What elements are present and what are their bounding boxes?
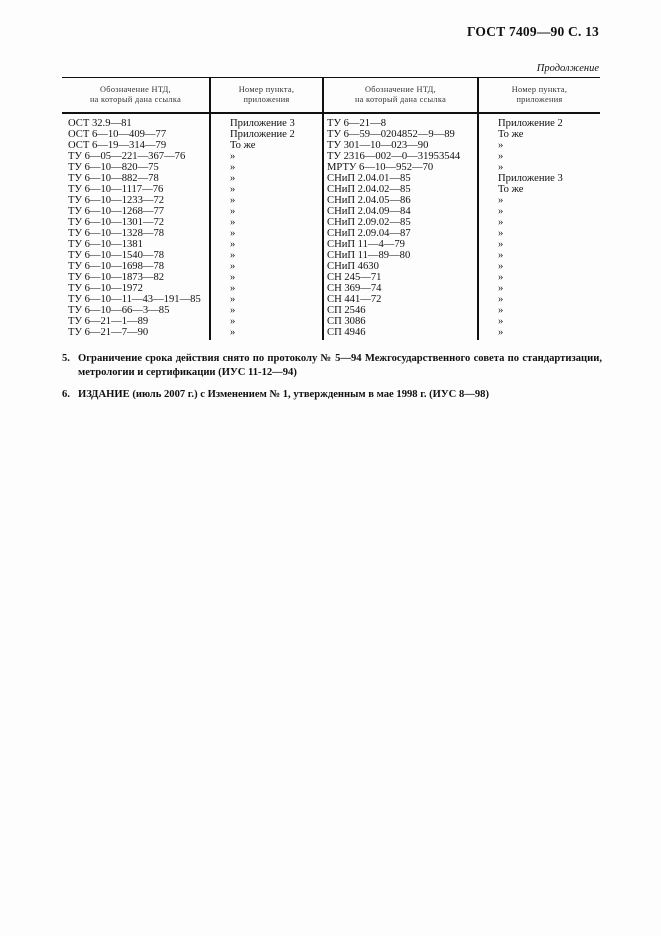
cell-ntd-right: СНиП 2.04.09—84	[323, 206, 478, 217]
cell-ntd-right: СН 441—72	[323, 294, 478, 305]
cell-ntd-left: ТУ 6—10—882—78	[68, 173, 159, 184]
cell-ntd-right: СНиП 11—89—80	[323, 250, 478, 261]
cell-clause-left: »	[210, 305, 323, 316]
cell-ntd-left: ТУ 6—10—11—43—191—85	[68, 294, 201, 305]
cell-clause-left: »	[210, 272, 323, 283]
cell-clause-left: »	[210, 173, 323, 184]
cell-clause-left: Приложение 2	[210, 129, 323, 140]
table-row	[62, 184, 600, 195]
cell-ntd-right: СНиП 11—4—79	[323, 239, 478, 250]
table-row	[62, 283, 600, 294]
table-row	[62, 316, 600, 327]
table-row	[62, 162, 600, 173]
table-row	[62, 113, 600, 129]
note-number: 6.	[62, 389, 70, 400]
cell-ntd-left: ТУ 6—10—1117—76	[68, 184, 164, 195]
column-header-ntd-left: Обозначение НТД, на который дана ссылка	[62, 78, 210, 114]
cell-ntd-right: ТУ 6—21—8	[323, 113, 478, 129]
table-row	[62, 239, 600, 250]
cell-ntd-right: СН 245—71	[323, 272, 478, 283]
note-5	[62, 352, 602, 380]
cell-clause-right: »	[478, 327, 600, 340]
continuation-label: Продолжение	[536, 63, 599, 74]
note-6	[62, 388, 602, 402]
cell-ntd-right: СНиП 2.04.02—85	[323, 184, 478, 195]
cell-clause-right: То же	[478, 129, 600, 140]
table-row	[62, 195, 600, 206]
cell-ntd-right: СНиП 2.09.04—87	[323, 228, 478, 239]
table-row	[62, 261, 600, 272]
cell-ntd-left: ТУ 6—10—1381	[68, 239, 143, 250]
cell-ntd-left: ТУ 6—10—1698—78	[68, 261, 165, 272]
cell-clause-left: »	[210, 228, 323, 239]
cell-clause-left: »	[210, 261, 323, 272]
cell-ntd-right: СНиП 2.04.01—85	[323, 173, 478, 184]
cell-clause-right: Приложение 2	[478, 113, 600, 129]
cell-clause-left: То же	[210, 140, 323, 151]
cell-clause-right: То же	[478, 184, 600, 195]
cell-clause-right: »	[478, 228, 600, 239]
cell-ntd-right: СНиП 2.04.05—86	[323, 195, 478, 206]
cell-clause-right: »	[478, 261, 600, 272]
cell-clause-right: »	[478, 250, 600, 261]
cell-clause-left: »	[210, 195, 323, 206]
table-row	[62, 305, 600, 316]
cell-clause-right: »	[478, 151, 600, 162]
cell-ntd-left: ТУ 6—10—66—3—85	[68, 305, 170, 316]
column-header-clause-left: Номер пункта, приложения	[210, 78, 323, 114]
table-row	[62, 140, 600, 151]
cell-ntd-left: ТУ 6—10—1268—77	[68, 206, 165, 217]
cell-ntd-left: ТУ 6—10—1328—78	[68, 228, 165, 239]
cell-clause-right: »	[478, 195, 600, 206]
table-row	[62, 250, 600, 261]
cell-clause-left: »	[210, 239, 323, 250]
cell-clause-left: »	[210, 327, 323, 340]
cell-ntd-right: СП 3086	[323, 316, 478, 327]
cell-clause-right: Приложение 3	[478, 173, 600, 184]
note-text: Ограничение срока действия снято по протоколу № 5—94 Межгосударственного совета по стандартизации, метрологии и сертификации (ИУС 11-12—94)	[78, 353, 602, 378]
cell-clause-left: »	[210, 217, 323, 228]
page-header-title: ГОСТ 7409—90 С. 13	[466, 24, 599, 39]
cell-clause-right: »	[478, 316, 600, 327]
cell-ntd-left: ТУ 6—05—221—367—76	[68, 151, 186, 162]
cell-ntd-right: СН 369—74	[323, 283, 478, 294]
cell-ntd-right: МРТУ 6—10—952—70	[323, 162, 478, 173]
cell-clause-right: »	[478, 283, 600, 294]
cell-clause-right: »	[478, 272, 600, 283]
cell-ntd-left: ТУ 6—21—1—89	[68, 316, 149, 327]
cell-clause-left: »	[210, 316, 323, 327]
table-row	[62, 228, 600, 239]
cell-clause-right: »	[478, 162, 600, 173]
cell-ntd-right: ТУ 2316—002—0—31953544	[323, 151, 478, 162]
cell-ntd-left: ОСТ 6—10—409—77	[68, 129, 167, 140]
cell-ntd-left: ТУ 6—10—1301—72	[68, 217, 165, 228]
cell-ntd-right: ТУ 301—10—023—90	[323, 140, 478, 151]
note-number: 5.	[62, 353, 70, 364]
table-row	[62, 129, 600, 140]
cell-ntd-left: ТУ 6—10—1233—72	[68, 195, 165, 206]
cell-clause-right: »	[478, 305, 600, 316]
cell-ntd-right: ТУ 6—59—0204852—9—89	[323, 129, 478, 140]
cell-ntd-left: ТУ 6—10—1972	[68, 283, 143, 294]
cell-clause-left: »	[210, 206, 323, 217]
cell-clause-left: »	[210, 184, 323, 195]
column-header-ntd-right: Обозначение НТД, на который дана ссылка	[323, 78, 478, 114]
cell-ntd-left: ТУ 6—21—7—90	[68, 327, 149, 338]
table-row	[62, 173, 600, 184]
cell-clause-right: »	[478, 217, 600, 228]
cell-clause-left: »	[210, 294, 323, 305]
cell-ntd-left: ОСТ 6—19—314—79	[68, 140, 167, 151]
cell-ntd-right: СНиП 2.09.02—85	[323, 217, 478, 228]
cell-ntd-left: ТУ 6—10—820—75	[68, 162, 159, 173]
note-text: ИЗДАНИЕ (июль 2007 г.) с Изменением № 1, утвержденным в мае 1998 г. (ИУС 8—98)	[78, 389, 489, 400]
table-row	[62, 206, 600, 217]
cell-clause-left: Приложение 3	[210, 113, 323, 129]
table-row	[62, 217, 600, 228]
cell-clause-right: »	[478, 140, 600, 151]
table-row	[62, 294, 600, 305]
cell-clause-left: »	[210, 283, 323, 294]
table-row	[62, 327, 600, 340]
cell-clause-right: »	[478, 294, 600, 305]
table-row	[62, 272, 600, 283]
cell-clause-left: »	[210, 250, 323, 261]
cell-ntd-right: СП 4946	[323, 327, 478, 340]
column-header-clause-right: Номер пункта, приложения	[478, 78, 600, 114]
table-row	[62, 151, 600, 162]
cell-clause-left: »	[210, 151, 323, 162]
cell-ntd-right: СНиП 4630	[323, 261, 478, 272]
cell-clause-left: »	[210, 162, 323, 173]
table-header-row	[62, 78, 600, 114]
cell-ntd-left: ОСТ 32.9—81	[68, 118, 132, 129]
table-body	[62, 113, 600, 340]
cell-clause-right: »	[478, 206, 600, 217]
cell-ntd-right: СП 2546	[323, 305, 478, 316]
cell-ntd-left: ТУ 6—10—1873—82	[68, 272, 165, 283]
cell-clause-right: »	[478, 239, 600, 250]
cell-ntd-left: ТУ 6—10—1540—78	[68, 250, 165, 261]
reference-documents-table	[62, 77, 600, 340]
